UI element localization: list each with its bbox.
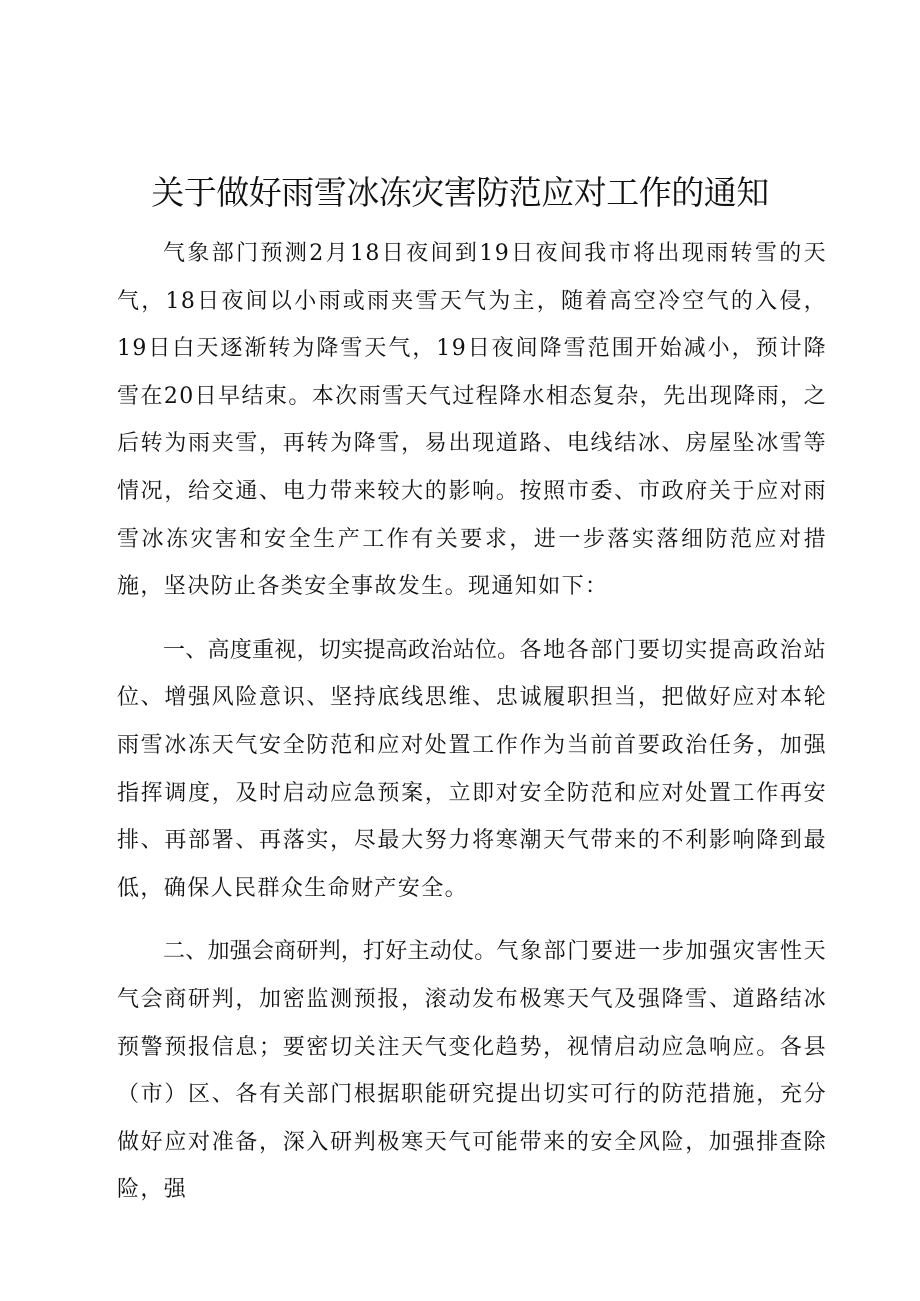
document-body bbox=[117, 230, 827, 1214]
section-paragraph-2 bbox=[117, 928, 827, 1214]
document-title: 关于做好雨雪冰冻灾害防范应对工作的通知 bbox=[151, 173, 769, 212]
section-paragraph-1 bbox=[117, 627, 827, 913]
section-heading-2: 二、加强会商研判，打好主动仗。 bbox=[163, 939, 497, 965]
intro-paragraph: 气象部门预测2月18日夜间到19日夜间我市将出现雨转雪的天气，18日夜间以小雨或雨夹雪天气为主，随着高空冷空气的入侵，19日白天逐渐转为降雪天气，19日夜间降雪范围开始减小，预计降雪在20日早结束。本次雨雪天气过程降水相态复杂，先出现降雨，之后转为雨夹雪，再转为降雪，易出现道路、电线结冰、房屋坠冰雪等情况，给交通、电力带来较大的影响。按照市委、市政府关于应对雨雪冰冻灾害和安全生产工作有关要求，进一步落实落细防范应对措施，坚决防止各类安全事故发生。现通知如下： bbox=[117, 241, 827, 600]
section-text-1: 各地各部门要切实提高政治站位、增强风险意识、坚持底线思维、忠诚履职担当，把做好应对本轮雨雪冰冻天气安全防范和应对处置工作作为当前首要政治任务，加强指挥调度，及时启动应急预案，立即对安全防范和应对处置工作再安排、再部署、再落实，尽最大努力将寒潮天气带来的不利影响降到最低，确保人民群众生命财产安全。 bbox=[117, 637, 827, 901]
section-text-2: 气象部门要进一步加强灾害性天气会商研判，加密监测预报，滚动发布极寒天气及强降雪、道路结冰预警预报信息；要密切关注天气变化趋势，视情启动应急响应。各县（市）区、各有关部门根据职能研究提出切实可行的防范措施，充分做好应对准备，深入研判极寒天气可能带来的安全风险，加强排查除险，强 bbox=[117, 939, 827, 1203]
section-heading-1: 一、高度重视，切实提高政治站位。 bbox=[163, 637, 520, 663]
